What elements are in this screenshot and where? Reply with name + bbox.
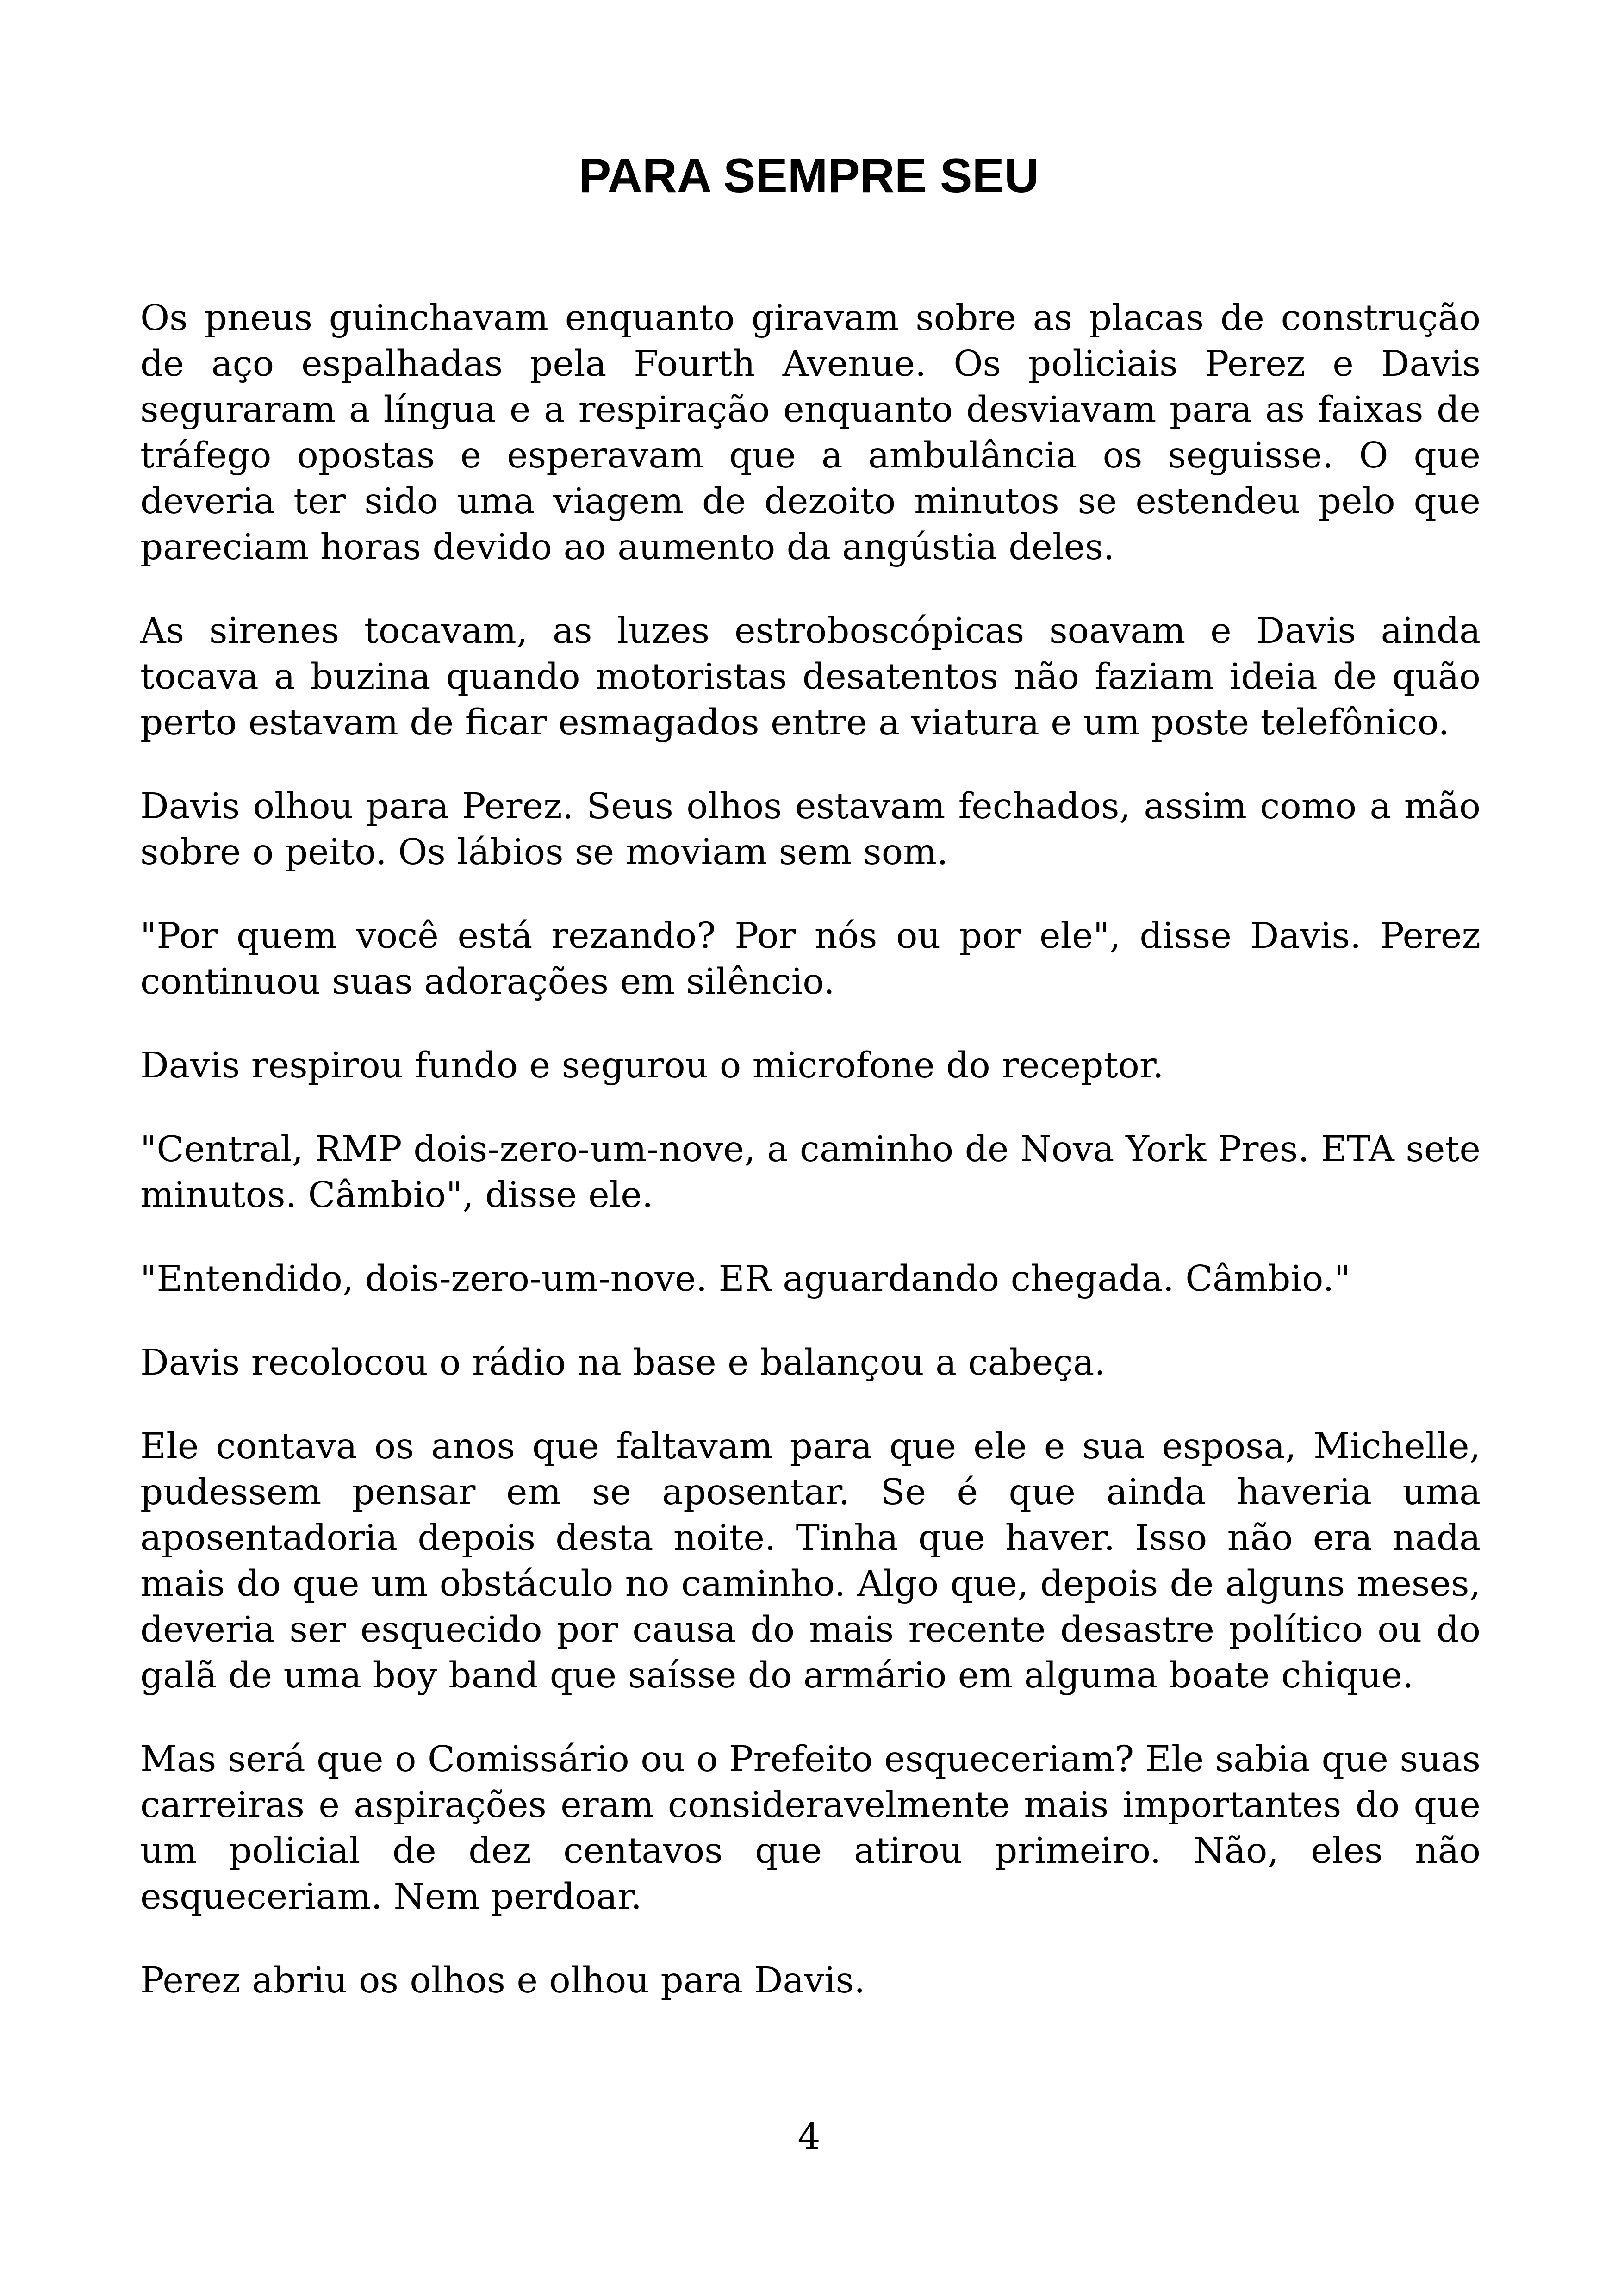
paragraph: "Central, RMP dois-zero-um-nove, a caminho de Nova York Pres. ETA sete minutos. Câmbio", disse ele. xyxy=(140,1129,1481,1216)
paragraph: As sirenes tocavam, as luzes estroboscópicas soavam e Davis ainda tocava a buzina quando motoristas desatentos não faziam ideia de quão perto estavam de ficar esmagados entre a viatura e um poste telefônico. xyxy=(140,610,1481,743)
paragraph: Ele contava os anos que faltavam para que ele e sua esposa, Michelle, pudessem pensar em se aposentar. Se é que ainda haveria uma aposentadoria depois desta noite. Tinha que haver. Isso não era nada mais do que um obstáculo no caminho. Algo que, depois de alguns meses, deveria ser esquecido por causa do mais recente desastre político ou do galã de uma boy band que saísse do armário em alguma boate chique. xyxy=(140,1426,1481,1696)
paragraph: "Entendido, dois-zero-um-nove. ER aguardando chegada. Câmbio." xyxy=(140,1258,1350,1300)
page-title: PARA SEMPRE SEU xyxy=(579,149,1039,203)
page-number: 4 xyxy=(797,2116,821,2158)
paragraph: Os pneus guinchavam enquanto giravam sobre as placas de construção de aço espalhadas pela Fourth Avenue. Os policiais Perez e Davis seguraram a língua e a respiração enquanto desviavam para as faixas de tráfego opostas e esperavam que a ambulância os seguisse. O que deveria ter sido uma viagem de dezoito minutos se estendeu pelo que pareciam horas devido ao aumento da angústia deles. xyxy=(140,298,1481,568)
paragraph: "Por quem você está rezando? Por nós ou por ele", disse Davis. Perez continuou suas adorações em silêncio. xyxy=(140,915,1481,1002)
paragraph: Davis recolocou o rádio na base e balançou a cabeça. xyxy=(140,1342,1106,1383)
paragraph: Perez abriu os olhos e olhou para Davis. xyxy=(140,1960,865,2001)
paragraph: Davis respirou fundo e segurou o microfone do receptor. xyxy=(140,1045,1164,1086)
paragraph: Davis olhou para Perez. Seus olhos estavam fechados, assim como a mão sobre o peito. Os lábios se moviam sem som. xyxy=(140,786,1481,873)
body-text xyxy=(140,295,1481,2041)
paragraph: Mas será que o Comissário ou o Prefeito esqueceriam? Ele sabia que suas carreiras e aspirações eram consideravelmente mais importantes do que um policial de dez centavos que atirou primeiro. Não, eles não esqueceriam. Nem perdoar. xyxy=(140,1739,1481,1917)
